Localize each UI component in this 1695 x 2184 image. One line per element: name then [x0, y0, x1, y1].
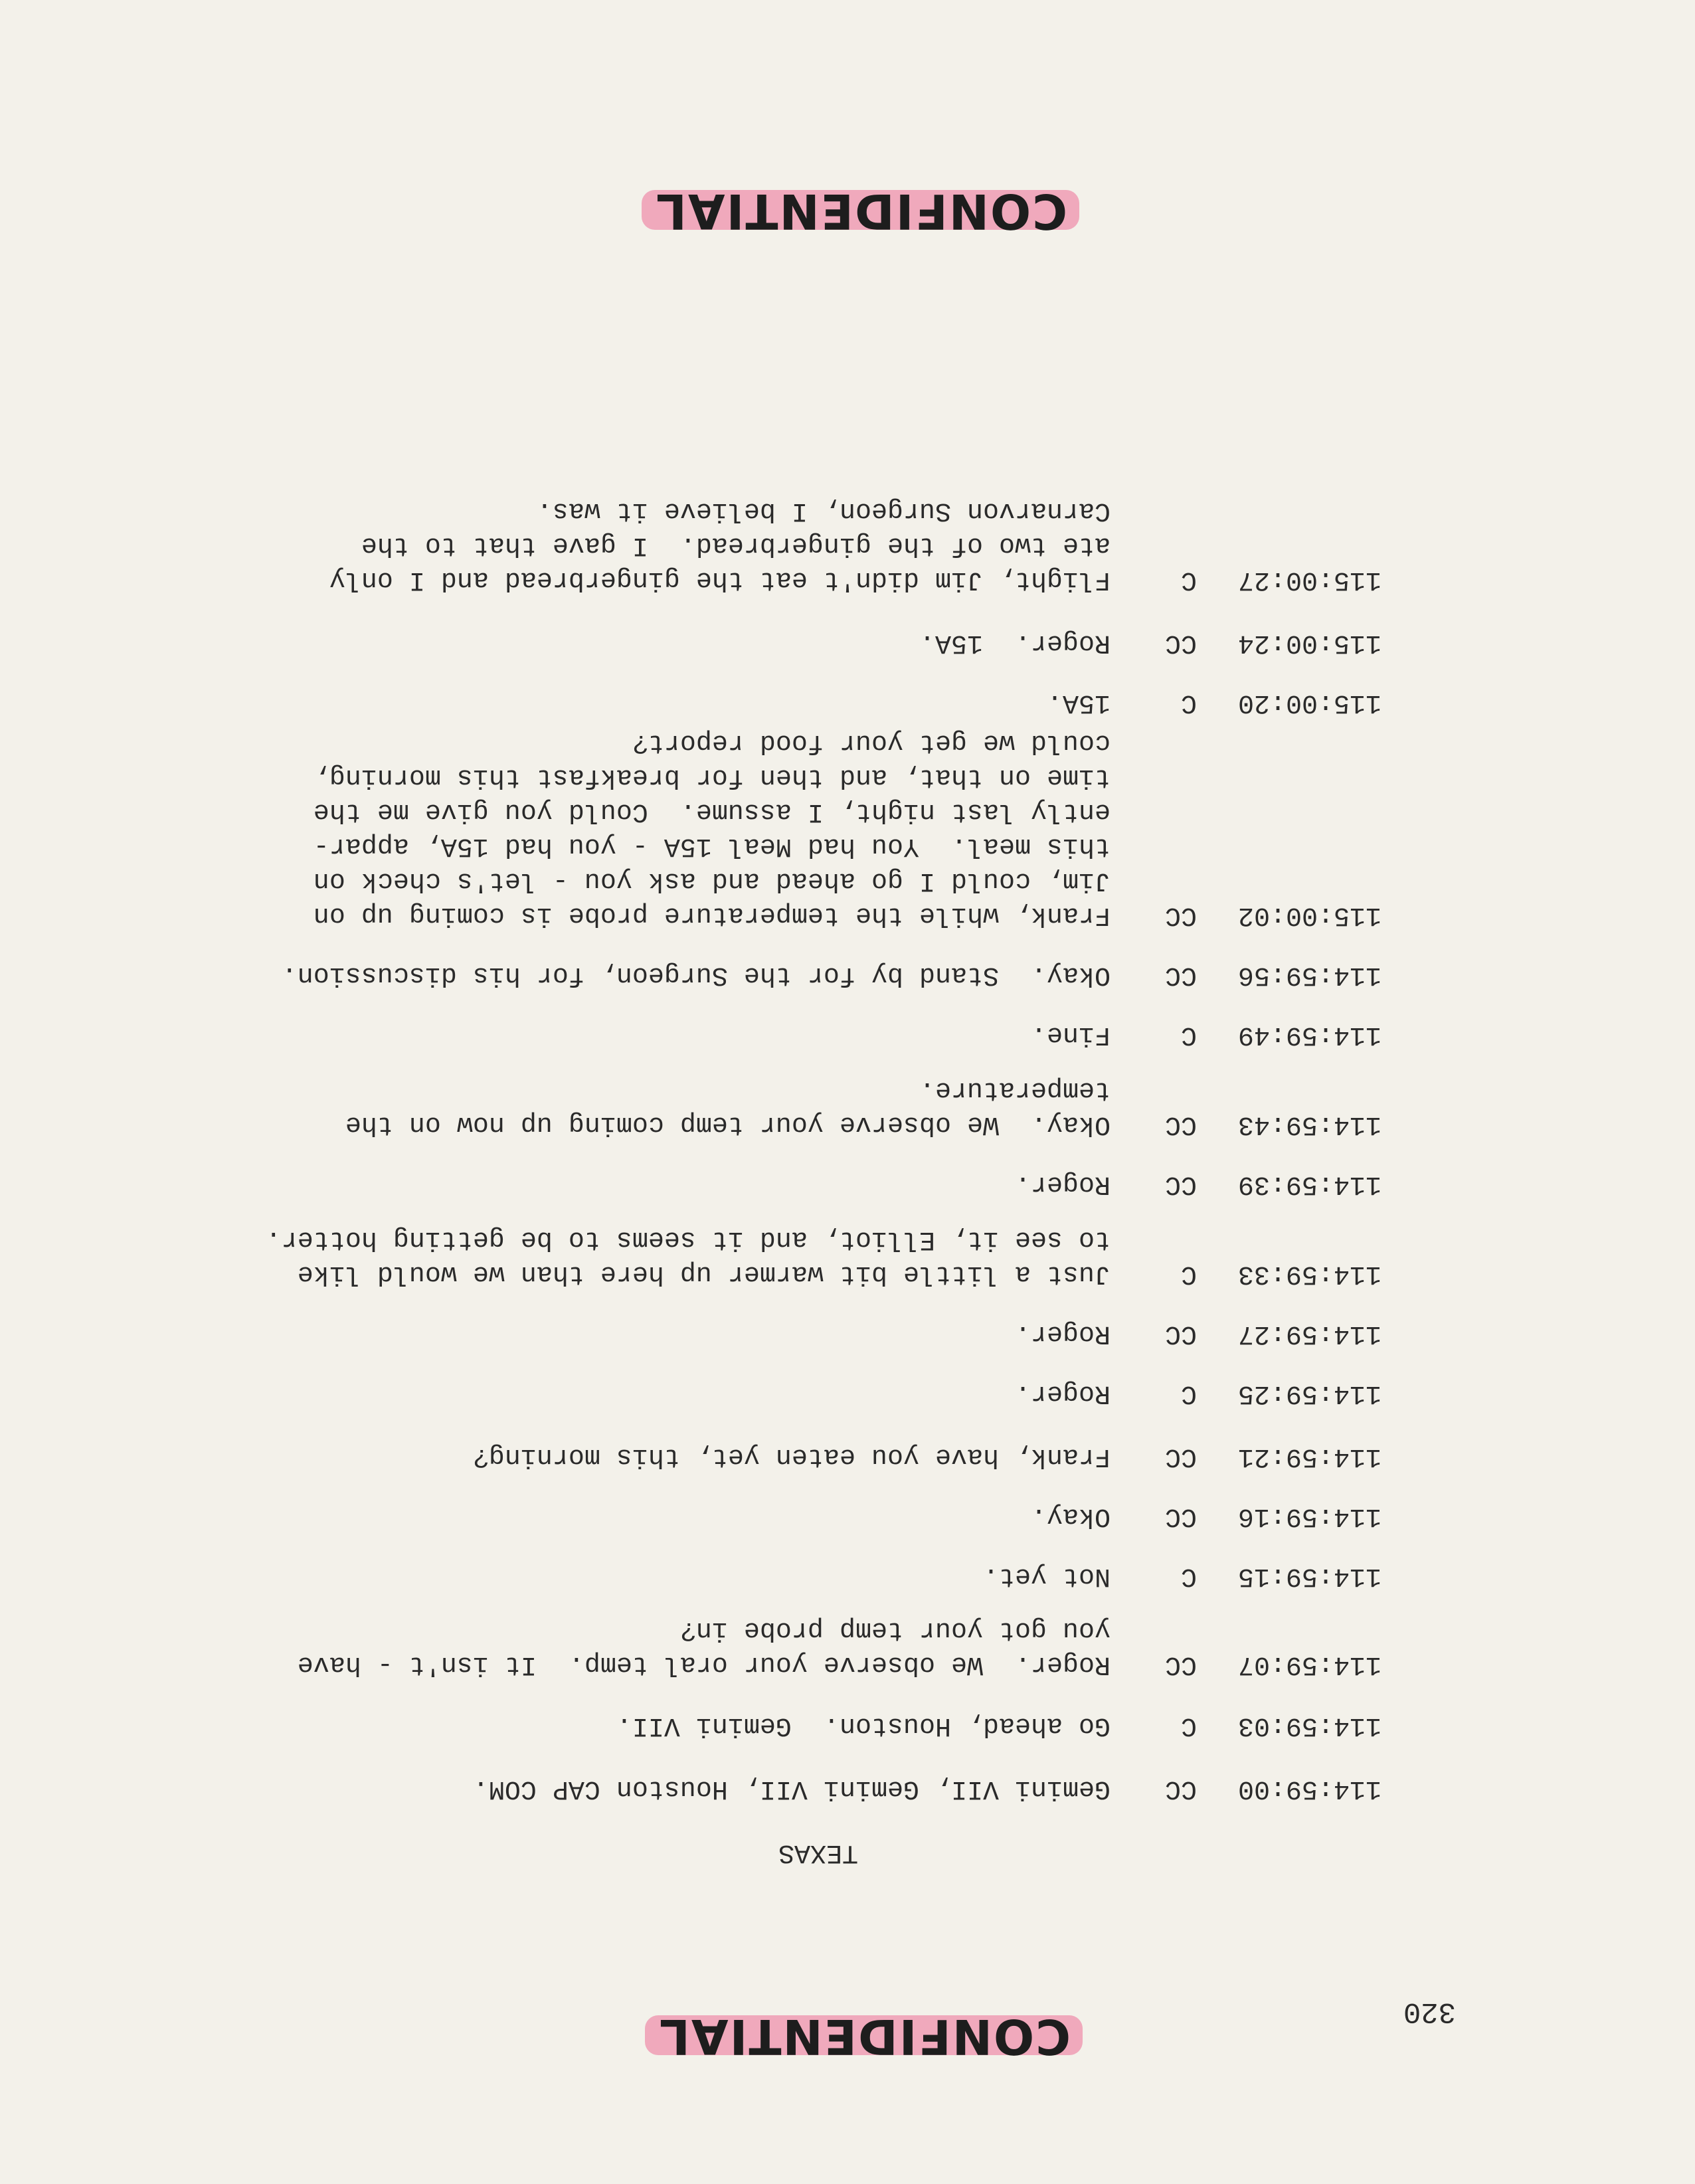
entry-speaker: CC — [1164, 1501, 1197, 1531]
entry-time: 114:59:43 — [1237, 1109, 1382, 1139]
entry-text-line: Flight, Jim didn't eat the gingerbread and I only — [329, 565, 1111, 594]
entry-time: 114:59:03 — [1237, 1710, 1382, 1740]
entry-text-line: Frank, while the temperature probe is coming up on — [313, 900, 1111, 930]
entry-time: 114:59:39 — [1237, 1169, 1382, 1199]
entry-text — [221, 1439, 1111, 1473]
document-page: CONFIDENTIAL 320 CONFIDENTIAL TEXAS 114:59:00 CC Gemini VII, Gemini VII, Houston CAP COM. 114:59:03 C Go ahead, Houston. Gemini VII. 114:59:07 CC Roger. We observe your oral temp. It isn't - have you got your temp probe in? 114:59:15 C Not yet. 114:59:16 CC Okay. 114:59:21 CC Frank, have you eaten yet, this morning? 114:59:25 C Roger. 114:59:27 CC Roger. 114:59:33 C Just a little bit warmer up here than we would like to see it, Elliot, and it seems to be getting hotter. 114:59:39 CC Roger. 114:59:43 CC Okay. We observe your temp coming up now on the temperature. 114:59:49 C Fine. 114:59:56 CC Okay. Stand by for the Surgeon, for his discussion. 115:00:02 CC Frank, while the temperature probe is coming up on Jim, could I go ahead and ask you - let's check on this meal. You had Meal 15A - you had 15A, appar- ently last night, I assume. Could you give me the time on that, and then for breakfast this morning, could we get your food report? 115:00:20 C 15A. 115:00:24 CC Roger. 15A. 115:00:27 C Flight, Jim didn't eat the gingerbread and I only ate two of the gingerbread. I gave that to the Carnarvon Surgeon, I believe it was. — [0, 0, 1695, 2184]
entry-text — [221, 1166, 1111, 1201]
entry-text — [221, 725, 1111, 932]
entry-time: 115:00:24 — [1237, 628, 1382, 658]
entry-text-line: Roger. 15A. — [919, 628, 1111, 658]
entry-text-line: to see it, Elliot, and it seems to be getting hotter. — [265, 1224, 1111, 1254]
entry-text-line: Frank, have you eaten yet, this morning? — [472, 1441, 1111, 1471]
entry-speaker: CC — [1164, 1649, 1197, 1679]
entry-text-line: Roger. — [1014, 1169, 1111, 1199]
entry-text-line: time on that, and then for breakfast this morning, — [313, 762, 1111, 792]
entry-text-line: Roger. — [1014, 1378, 1111, 1408]
entry-speaker: CC — [1164, 960, 1197, 990]
entry-text-line: Roger. — [1014, 1319, 1111, 1348]
entry-speaker: C — [1180, 1020, 1197, 1049]
entry-time: 114:59:07 — [1237, 1649, 1382, 1679]
entry-time: 115:00:27 — [1237, 565, 1382, 594]
entry-text-line: could we get your food report? — [632, 727, 1111, 757]
entry-speaker: C — [1180, 565, 1197, 594]
entry-speaker: C — [1180, 687, 1197, 717]
entry-time: 114:59:21 — [1237, 1441, 1382, 1471]
entry-text-line: temperature. — [919, 1075, 1111, 1105]
entry-text — [221, 1316, 1111, 1350]
entry-text — [221, 1558, 1111, 1593]
entry-speaker: C — [1180, 1710, 1197, 1740]
entry-text — [221, 1376, 1111, 1410]
entry-text-line: Not yet. — [982, 1561, 1111, 1591]
entry-text — [221, 1222, 1111, 1291]
entry-text — [221, 1771, 1111, 1805]
entry-time: 114:59:15 — [1237, 1561, 1382, 1591]
entry-text-line: Okay. We observe your temp coming up now on the — [345, 1109, 1111, 1139]
entry-text — [221, 957, 1111, 992]
entry-text-line: Gemini VII, Gemini VII, Houston CAP COM. — [472, 1774, 1111, 1803]
entry-text-line: ently last night, I assume. Could you give me the — [313, 796, 1111, 826]
entry-text-line: Go ahead, Houston. Gemini VII. — [616, 1710, 1111, 1740]
entry-speaker: CC — [1164, 1319, 1197, 1348]
entry-time: 114:59:27 — [1237, 1319, 1382, 1348]
entry-text-line: Jim, could I go ahead and ask you - let's check on — [313, 865, 1111, 895]
entry-text-line: Roger. We observe your oral temp. It isn't - have — [297, 1649, 1111, 1679]
entry-time: 115:00:20 — [1237, 687, 1382, 717]
entry-time: 114:59:16 — [1237, 1501, 1382, 1531]
entry-text — [221, 685, 1111, 719]
entry-speaker: CC — [1164, 628, 1197, 658]
entry-text-line: you got your temp probe in? — [679, 1615, 1111, 1645]
entry-text-line: Okay. — [1030, 1501, 1111, 1531]
entry-time: 114:59:25 — [1237, 1378, 1382, 1408]
entry-text-line: Fine. — [1030, 1020, 1111, 1049]
entry-speaker: C — [1180, 1561, 1197, 1591]
entry-time: 115:00:02 — [1237, 900, 1382, 930]
entry-text — [221, 625, 1111, 660]
entry-text-line: 15A. — [1046, 687, 1111, 717]
entry-text-line: this meal. You had Meal 15A - you had 15A, appar- — [313, 831, 1111, 861]
entry-text — [221, 1072, 1111, 1141]
entry-time: 114:59:00 — [1237, 1774, 1382, 1803]
entry-time: 114:59:49 — [1237, 1020, 1382, 1049]
entry-speaker: C — [1180, 1259, 1197, 1289]
entry-text — [221, 1499, 1111, 1533]
entry-text-line: Carnarvon Surgeon, I believe it was. — [536, 496, 1111, 525]
entry-text — [221, 1017, 1111, 1051]
header-location: TEXAS — [778, 1837, 858, 1867]
entry-text-line: Okay. Stand by for the Surgeon, for his discussion. — [281, 960, 1111, 990]
entry-text — [221, 1708, 1111, 1742]
entry-text — [221, 493, 1111, 596]
entry-speaker: CC — [1164, 900, 1197, 930]
entry-text — [221, 1612, 1111, 1681]
entry-speaker: C — [1180, 1378, 1197, 1408]
entry-speaker: CC — [1164, 1109, 1197, 1139]
entry-text-line: Just a little bit warmer up here than we would like — [297, 1259, 1111, 1289]
entry-speaker: CC — [1164, 1441, 1197, 1471]
entry-time: 114:59:33 — [1237, 1259, 1382, 1289]
entry-time: 114:59:56 — [1237, 960, 1382, 990]
page-number: 320 — [1403, 1995, 1456, 2028]
entry-speaker: CC — [1164, 1169, 1197, 1199]
entry-text-line: ate two of the gingerbread. I gave that to the — [361, 530, 1111, 560]
entry-speaker: CC — [1164, 1774, 1197, 1803]
